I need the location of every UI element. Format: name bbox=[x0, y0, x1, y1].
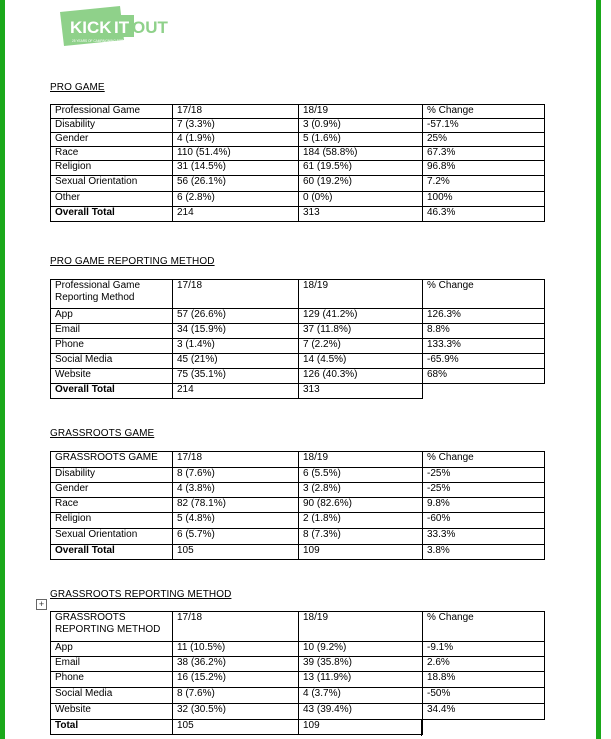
table-total-row bbox=[51, 545, 545, 560]
table-cell: App bbox=[51, 642, 173, 657]
table-row bbox=[51, 642, 545, 657]
table-cell: 3 (0.9%) bbox=[299, 119, 423, 133]
grassroots-game-table bbox=[50, 451, 545, 560]
empty-cell bbox=[423, 384, 545, 399]
table-cell: 8 (7.6%) bbox=[173, 468, 299, 483]
table-cell: 105 bbox=[173, 720, 299, 735]
table-cell: 60 (19.2%) bbox=[299, 176, 423, 192]
svg-text:IT: IT bbox=[114, 18, 130, 37]
table-cell: 129 (41.2%) bbox=[299, 309, 423, 324]
move-icon[interactable]: + bbox=[36, 599, 47, 610]
table-cell: -25% bbox=[423, 483, 545, 498]
table-cell: 313 bbox=[299, 207, 423, 222]
table-cell: 4 (1.9%) bbox=[173, 133, 299, 147]
table-total-row bbox=[51, 720, 545, 735]
table-cell: 6 (5.5%) bbox=[299, 468, 423, 483]
table-cell: 56 (26.1%) bbox=[173, 176, 299, 192]
table-cell: 214 bbox=[173, 384, 299, 399]
table-total-row bbox=[51, 207, 545, 222]
table-header-cell: 17/18 bbox=[173, 612, 299, 642]
table-cell: Social Media bbox=[51, 354, 173, 369]
table-cell: 32 (30.5%) bbox=[173, 704, 299, 720]
pro-game-table bbox=[50, 104, 545, 222]
table-row bbox=[51, 119, 545, 133]
table-cell: 57 (26.6%) bbox=[173, 309, 299, 324]
table-row bbox=[51, 192, 545, 207]
pro-reporting-title: PRO GAME REPORTING METHOD bbox=[50, 256, 215, 267]
table-cell: 4 (3.8%) bbox=[173, 483, 299, 498]
table-header-cell: % Change bbox=[423, 612, 545, 642]
table-row bbox=[51, 529, 545, 545]
table-cell: Overall Total bbox=[51, 384, 173, 399]
table-row bbox=[51, 176, 545, 192]
table-cell: 8.8% bbox=[423, 324, 545, 339]
table-cell: Overall Total bbox=[51, 545, 173, 560]
text-cursor bbox=[421, 720, 422, 736]
table-cell: Website bbox=[51, 369, 173, 384]
table-cell: 2 (1.8%) bbox=[299, 513, 423, 529]
table-row bbox=[51, 133, 545, 147]
table-cell: 38 (36.2%) bbox=[173, 657, 299, 672]
table-header-cell: 17/18 bbox=[173, 452, 299, 468]
table-cell: Other bbox=[51, 192, 173, 207]
table-cell: 5 (4.8%) bbox=[173, 513, 299, 529]
table-row bbox=[51, 468, 545, 483]
table-cell: 109 bbox=[299, 545, 423, 560]
table-row bbox=[51, 354, 545, 369]
table-cell: Sexual Orientation bbox=[51, 176, 173, 192]
table-cell: 100% bbox=[423, 192, 545, 207]
table-cell: 126.3% bbox=[423, 309, 545, 324]
table-cell: Race bbox=[51, 498, 173, 513]
table-cell: -65.9% bbox=[423, 354, 545, 369]
page-border-right bbox=[596, 0, 601, 739]
pro-reporting-table bbox=[50, 279, 545, 399]
table-header-row bbox=[51, 612, 545, 642]
table-cell: 14 (4.5%) bbox=[299, 354, 423, 369]
logo-kick-text: KICK bbox=[70, 18, 112, 37]
table-cell: 4 (3.7%) bbox=[299, 688, 423, 704]
table-cell: Disability bbox=[51, 468, 173, 483]
table-cell: 3 (1.4%) bbox=[173, 339, 299, 354]
table-row bbox=[51, 309, 545, 324]
table-cell: 46.3% bbox=[423, 207, 545, 222]
table-cell: Religion bbox=[51, 513, 173, 529]
table-row bbox=[51, 147, 545, 161]
table-cell: 10 (9.2%) bbox=[299, 642, 423, 657]
table-cell: 8 (7.3%) bbox=[299, 529, 423, 545]
table-header-cell: Professional Game bbox=[51, 105, 173, 119]
table-cell: 33.3% bbox=[423, 529, 545, 545]
table-cell: Email bbox=[51, 657, 173, 672]
table-header-cell: 17/18 bbox=[173, 280, 299, 309]
table-header-row bbox=[51, 452, 545, 468]
table-cell: Phone bbox=[51, 339, 173, 354]
pro-game-title: PRO GAME bbox=[50, 82, 105, 93]
table-header-cell: % Change bbox=[423, 452, 545, 468]
table-total-row bbox=[51, 384, 545, 399]
table-cell: 13 (11.9%) bbox=[299, 672, 423, 688]
table-cell: 3.8% bbox=[423, 545, 545, 560]
kick-it-out-logo bbox=[58, 6, 168, 48]
table-cell: 8 (7.6%) bbox=[173, 688, 299, 704]
table-cell: -9.1% bbox=[423, 642, 545, 657]
table-cell: 6 (5.7%) bbox=[173, 529, 299, 545]
empty-cell bbox=[423, 720, 545, 735]
table-cell: Website bbox=[51, 704, 173, 720]
table-cell: 90 (82.6%) bbox=[299, 498, 423, 513]
table-cell: Social Media bbox=[51, 688, 173, 704]
grassroots-reporting-table bbox=[50, 611, 545, 735]
table-cell: Phone bbox=[51, 672, 173, 688]
table-row bbox=[51, 688, 545, 704]
table-cell: 109 bbox=[299, 720, 423, 735]
svg-text:OUT: OUT bbox=[132, 18, 168, 37]
table-cell: 11 (10.5%) bbox=[173, 642, 299, 657]
table-cell: 3 (2.8%) bbox=[299, 483, 423, 498]
table-cell: 82 (78.1%) bbox=[173, 498, 299, 513]
table-cell: App bbox=[51, 309, 173, 324]
table-cell: 110 (51.4%) bbox=[173, 147, 299, 161]
table-row bbox=[51, 369, 545, 384]
table-cell: Total bbox=[51, 720, 173, 735]
table-cell: -57.1% bbox=[423, 119, 545, 133]
table-cell: 45 (21%) bbox=[173, 354, 299, 369]
table-cell: 75 (35.1%) bbox=[173, 369, 299, 384]
table-cell: 5 (1.6%) bbox=[299, 133, 423, 147]
table-cell: 31 (14.5%) bbox=[173, 161, 299, 176]
table-cell: Race bbox=[51, 147, 173, 161]
table-cell: Overall Total bbox=[51, 207, 173, 222]
table-cell: 7 (3.3%) bbox=[173, 119, 299, 133]
logo-tagline: 25 YEARS OF CAMPAIGNING FOR EQUALITY IN FOOTBALL bbox=[72, 39, 162, 43]
table-cell: -60% bbox=[423, 513, 545, 529]
table-cell: 6 (2.8%) bbox=[173, 192, 299, 207]
grassroots-reporting-title: GRASSROOTS REPORTING METHOD bbox=[50, 589, 232, 600]
table-cell: 39 (35.8%) bbox=[299, 657, 423, 672]
table-cell: Email bbox=[51, 324, 173, 339]
table-cell: 67.3% bbox=[423, 147, 545, 161]
table-row bbox=[51, 704, 545, 720]
table-row bbox=[51, 672, 545, 688]
table-cell: 214 bbox=[173, 207, 299, 222]
table-cell: 96.8% bbox=[423, 161, 545, 176]
table-row bbox=[51, 483, 545, 498]
table-header-cell: 18/19 bbox=[299, 452, 423, 468]
table-header-cell: GRASSROOTS REPORTING METHOD bbox=[51, 612, 173, 642]
table-cell: 126 (40.3%) bbox=[299, 369, 423, 384]
grassroots-game-title: GRASSROOTS GAME bbox=[50, 428, 155, 439]
table-header-cell: 17/18 bbox=[173, 105, 299, 119]
table-header-cell: 18/19 bbox=[299, 280, 423, 309]
table-cell: 0 (0%) bbox=[299, 192, 423, 207]
table-row bbox=[51, 513, 545, 529]
table-cell: 7.2% bbox=[423, 176, 545, 192]
table-cell: 9.8% bbox=[423, 498, 545, 513]
table-header-cell: 18/19 bbox=[299, 612, 423, 642]
table-cell: 34.4% bbox=[423, 704, 545, 720]
table-cell: Gender bbox=[51, 133, 173, 147]
table-cell: 25% bbox=[423, 133, 545, 147]
table-header-cell: 18/19 bbox=[299, 105, 423, 119]
table-header-row bbox=[51, 105, 545, 119]
table-cell: 2.6% bbox=[423, 657, 545, 672]
table-cell: 7 (2.2%) bbox=[299, 339, 423, 354]
table-header-cell: % Change bbox=[423, 105, 545, 119]
table-row bbox=[51, 498, 545, 513]
table-header-cell: GRASSROOTS GAME bbox=[51, 452, 173, 468]
table-cell: 37 (11.8%) bbox=[299, 324, 423, 339]
table-row bbox=[51, 657, 545, 672]
table-cell: Gender bbox=[51, 483, 173, 498]
table-cell: 133.3% bbox=[423, 339, 545, 354]
table-row bbox=[51, 339, 545, 354]
table-cell: -25% bbox=[423, 468, 545, 483]
table-cell: 16 (15.2%) bbox=[173, 672, 299, 688]
table-cell: 184 (58.8%) bbox=[299, 147, 423, 161]
table-cell: 61 (19.5%) bbox=[299, 161, 423, 176]
table-cell: 34 (15.9%) bbox=[173, 324, 299, 339]
table-cell: 313 bbox=[299, 384, 423, 399]
table-cell: 18.8% bbox=[423, 672, 545, 688]
table-cell: 43 (39.4%) bbox=[299, 704, 423, 720]
table-cell: 68% bbox=[423, 369, 545, 384]
table-header-row bbox=[51, 280, 545, 309]
table-cell: 105 bbox=[173, 545, 299, 560]
table-cell: Disability bbox=[51, 119, 173, 133]
table-cell: -50% bbox=[423, 688, 545, 704]
table-row bbox=[51, 324, 545, 339]
table-header-cell: % Change bbox=[423, 280, 545, 309]
table-cell: Sexual Orientation bbox=[51, 529, 173, 545]
table-header-cell: Professional Game Reporting Method bbox=[51, 280, 173, 309]
table-row bbox=[51, 161, 545, 176]
table-cell: Religion bbox=[51, 161, 173, 176]
page-border-left bbox=[0, 0, 5, 739]
